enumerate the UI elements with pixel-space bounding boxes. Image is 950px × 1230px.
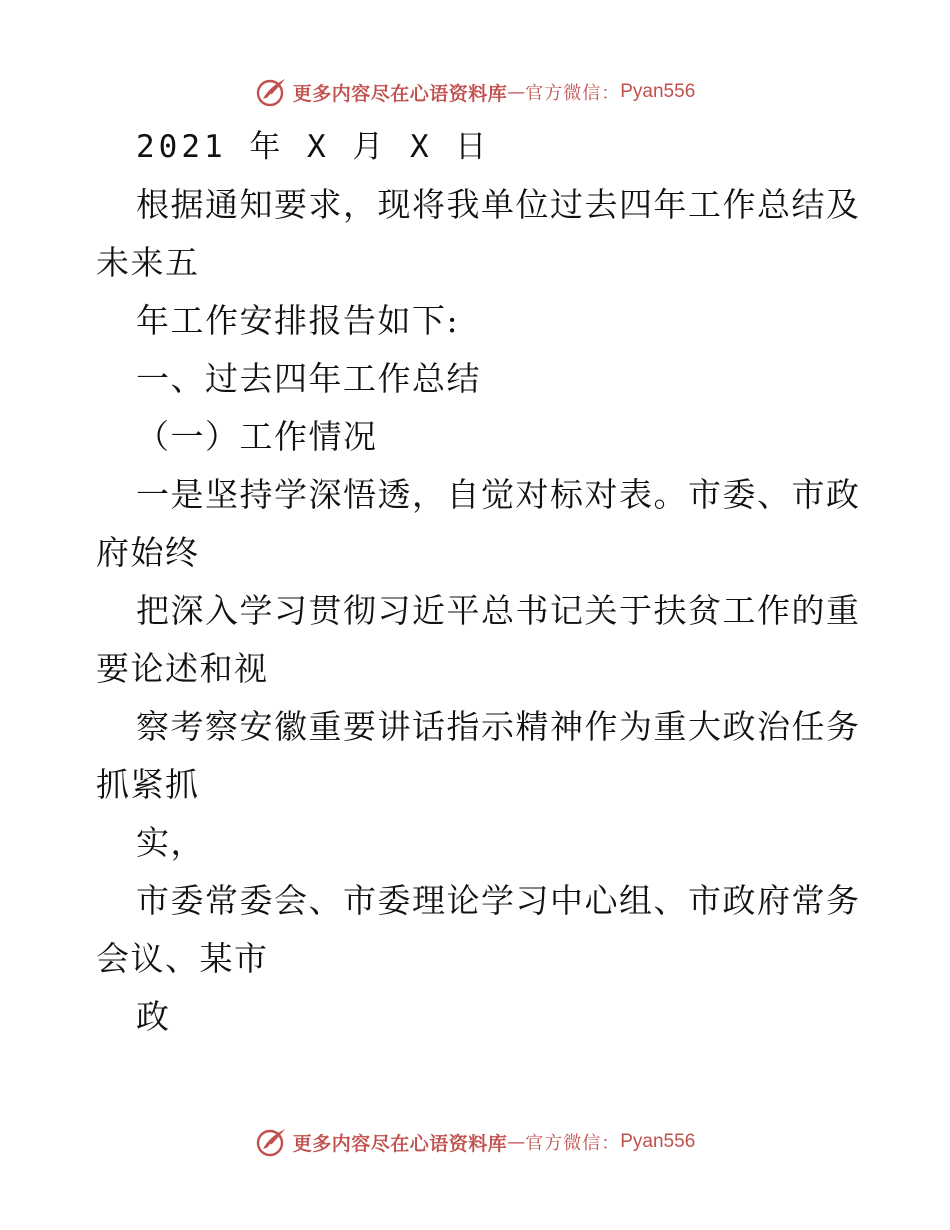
banner-text: 更多内容尽在心语资料库: [292, 82, 508, 105]
banner-wechat-label: 官方微信：: [525, 83, 621, 104]
banner-text: 更多内容尽在心语资料库: [292, 1132, 508, 1155]
banner-wechat-id: Pyan556: [620, 81, 696, 102]
banner-wechat-label: 官方微信：: [525, 1133, 621, 1154]
paragraph-line: 抓紧抓: [96, 765, 200, 804]
document-date: 2021 年 X 月 X 日: [136, 129, 491, 165]
paragraph-line: 要论述和视: [96, 649, 269, 688]
section-heading: 一、过去四年工作总结: [136, 359, 481, 398]
banner-separator: —: [507, 81, 526, 103]
paragraph-line: 实，: [136, 823, 205, 862]
paragraph-line: 政: [136, 997, 171, 1036]
paragraph-line: 年工作安排报告如下:: [136, 301, 460, 340]
paragraph-line: 未来五: [96, 243, 200, 282]
paragraph-line: 根据通知要求，现将我单位过去四年工作总结及: [136, 185, 861, 224]
header-watermark-banner: [0, 72, 950, 112]
banner-separator: —: [507, 1131, 526, 1153]
paragraph-line: 府始终: [96, 533, 200, 572]
paragraph-line: 会议、某市: [96, 939, 269, 978]
quill-logo-icon: [255, 75, 289, 109]
footer-watermark-banner: [0, 1122, 950, 1162]
paragraph-line: 一是坚持学深悟透，自觉对标对表。市委、市政: [136, 475, 861, 514]
paragraph-line: 市委常委会、市委理论学习中心组、市政府常务: [136, 881, 861, 920]
document-body: [96, 118, 861, 1046]
banner-wechat-id: Pyan556: [620, 1131, 696, 1152]
subsection-heading: （一）工作情况: [136, 417, 378, 456]
paragraph-line: 把深入学习贯彻习近平总书记关于扶贫工作的重: [136, 591, 861, 630]
paragraph-line: 察考察安徽重要讲话指示精神作为重大政治任务: [136, 707, 861, 746]
quill-logo-icon: [255, 1125, 289, 1159]
